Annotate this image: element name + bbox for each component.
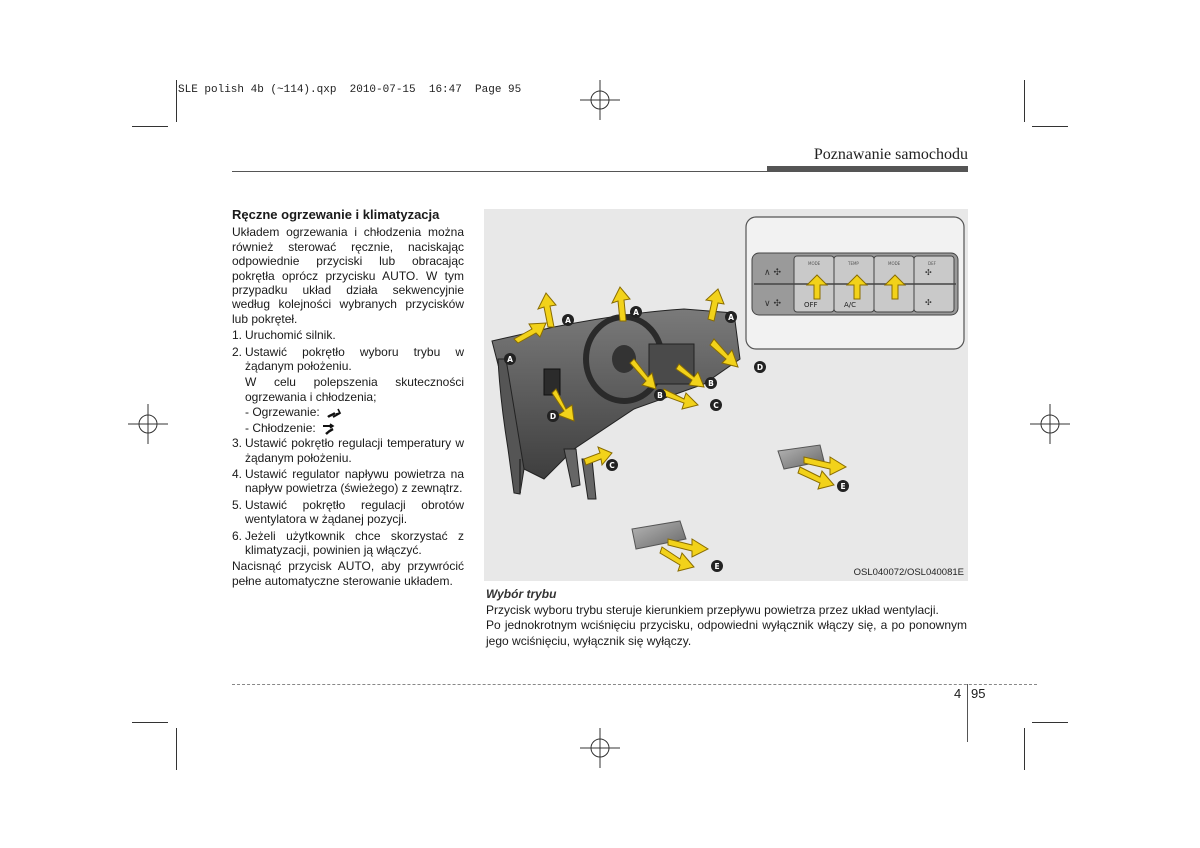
steps-list xyxy=(232,328,464,373)
cooling-mode-icon xyxy=(322,423,338,435)
panel-top-label: TEMP xyxy=(848,261,859,266)
registration-mark-icon xyxy=(128,404,168,444)
climate-control-panel xyxy=(746,217,964,349)
page-separator xyxy=(967,684,968,742)
list-item: 5. Ustawić pokrętło regulacji obrotów wentylatora w żądanej pozycji. xyxy=(232,497,464,527)
figure-code: OSL040072/OSL040081E xyxy=(853,567,964,578)
crop-mark xyxy=(1032,722,1068,723)
airflow-illustration xyxy=(484,209,968,581)
chapter-number: 4 xyxy=(954,686,962,701)
panel-top-label: DEF xyxy=(928,261,936,266)
outlet-label: A xyxy=(633,308,639,317)
outlet-label: E xyxy=(840,482,846,491)
outlet-label: A xyxy=(507,355,513,364)
svg-text:✣: ✣ xyxy=(925,268,932,277)
caption-title: Wybór trybu xyxy=(486,587,557,601)
heating-line: - Ogrzewanie: xyxy=(245,405,464,419)
header-rule-bar xyxy=(767,166,968,172)
list-item: 1. Uruchomić silnik. xyxy=(232,328,336,343)
crop-mark xyxy=(1032,126,1068,127)
step-note: W celu polepszenia skuteczności ogrzewania i chłodzenia; xyxy=(245,375,464,404)
figure-caption xyxy=(486,587,967,649)
heading: Ręczne ogrzewanie i klimatyzacja xyxy=(232,207,440,222)
svg-text:∨ ✣: ∨ ✣ xyxy=(764,299,781,309)
heating-mode-icon xyxy=(326,407,342,419)
footer-rule xyxy=(232,684,1037,685)
crop-mark xyxy=(1024,728,1025,770)
outlet-label: E xyxy=(714,562,720,571)
print-slug: SLE polish 4b (~114).qxp 2010-07-15 16:47 Page 95 xyxy=(178,84,522,96)
registration-mark-icon xyxy=(1030,404,1070,444)
panel-top-label: MODE xyxy=(808,261,821,266)
page-number: 95 xyxy=(971,686,986,701)
outlet-label: A xyxy=(728,313,734,322)
caption-paragraph: Przycisk wyboru trybu steruje kierunkiem przepływu powietrza przez układ wentylacji. xyxy=(486,602,939,617)
svg-text:∧ ✣: ∧ ✣ xyxy=(764,268,781,278)
left-column xyxy=(232,208,464,590)
intro-paragraph: Układem ogrzewania i chłodzenia można również sterować ręcznie, naciskając odpowiednie przyciski lub obracając pokrętła oprócz przycisku AUTO. W tym przypadku układ działa sekwencyjnie według kolejności wybranych przycisków lub pokręteł. xyxy=(232,225,464,326)
outlet-label: D xyxy=(756,363,764,372)
crop-mark xyxy=(1024,80,1025,122)
header-rule xyxy=(232,171,768,172)
airflow-figure xyxy=(484,209,968,581)
outlet-label: B xyxy=(708,379,714,388)
list-item: 3. Ustawić pokrętło regulacji temperatury w żądanym położeniu. xyxy=(232,436,464,465)
outlet-label: C xyxy=(713,401,719,410)
crop-mark xyxy=(132,722,168,723)
list-item: 6. Jeżeli użytkownik chce skorzystać z klimatyzacji, powinien ją włączyć. xyxy=(232,528,464,557)
panel-button-off: OFF xyxy=(804,301,818,309)
caption-paragraph: Po jednokrotnym wciśnięciu przycisku, odpowiedni wyłącznik włączy się, a po ponownym jego wciśnięciu, wyłącznik się wyłączy. xyxy=(486,618,967,648)
outlet-label: C xyxy=(609,461,615,470)
panel-button-ac: A/C xyxy=(844,301,857,309)
registration-mark-icon xyxy=(580,80,620,120)
cooling-line: - Chłodzenie: xyxy=(245,421,464,435)
dashboard-illustration xyxy=(492,309,740,499)
svg-text:✣: ✣ xyxy=(925,298,932,307)
outlet-label: D xyxy=(549,412,557,421)
list-item: 4. Ustawić regulator napływu powietrza na napływ powietrza (świeżego) z zewnątrz. xyxy=(232,466,464,496)
outlet-label: B xyxy=(657,391,663,400)
crop-mark xyxy=(176,728,177,770)
registration-mark-icon xyxy=(580,728,620,768)
closing-paragraph: Nacisnąć przycisk AUTO, aby przywrócić pełne automatyczne sterowanie układem. xyxy=(232,559,464,588)
crop-mark xyxy=(132,126,168,127)
outlet-label: A xyxy=(565,316,571,325)
steps-list xyxy=(232,436,464,557)
section-title: Poznawanie samochodu xyxy=(813,146,968,163)
crop-mark xyxy=(176,80,177,122)
list-item: 2. Ustawić pokrętło wyboru trybu w żądanym położeniu. xyxy=(232,344,464,374)
panel-top-label: MODE xyxy=(888,261,901,266)
